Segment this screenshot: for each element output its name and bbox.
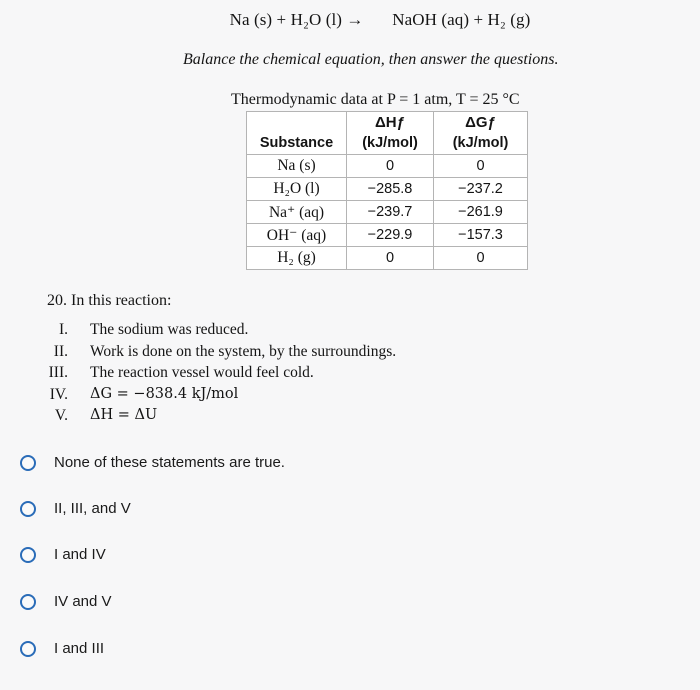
chemical-equation xyxy=(0,10,700,30)
radio-button[interactable] xyxy=(20,455,36,471)
statement-numeral: III. xyxy=(48,364,68,381)
statement-item xyxy=(40,384,396,406)
table-header-row xyxy=(247,132,528,155)
answer-option-label[interactable]: II, III, and V xyxy=(54,500,131,517)
table-header-row xyxy=(247,112,528,133)
cell-dg: −157.3 xyxy=(434,224,528,247)
table-row xyxy=(247,155,528,178)
statement-item xyxy=(40,362,396,384)
equation-products: NaOH (aq) + H₂ (g) xyxy=(392,10,531,29)
cell-dg: 0 xyxy=(434,155,528,178)
header-blank xyxy=(247,112,347,133)
table-title: Thermodynamic data at P = 1 atm, T = 25 °C xyxy=(231,91,520,108)
header-substance: Substance xyxy=(247,132,347,155)
statement-numeral: I. xyxy=(58,321,68,338)
header-dg-symbol: ΔGƒ xyxy=(434,112,528,133)
cell-dh: −285.8 xyxy=(347,178,434,201)
cell-dg: −261.9 xyxy=(434,201,528,224)
answer-option[interactable] xyxy=(20,593,112,610)
answer-option[interactable] xyxy=(20,546,106,563)
answer-option-label[interactable]: I and III xyxy=(54,640,105,657)
cell-dh: −229.9 xyxy=(347,224,434,247)
statement-text: Work is done on the system, by the surroundings. xyxy=(90,342,397,360)
answer-option[interactable] xyxy=(20,500,131,517)
radio-button[interactable] xyxy=(20,547,36,563)
table-row xyxy=(247,224,528,247)
answer-option[interactable] xyxy=(20,640,104,657)
header-dh-unit: (kJ/mol) xyxy=(347,132,434,155)
answer-option[interactable] xyxy=(20,454,285,471)
answer-option-label[interactable]: IV and V xyxy=(54,593,112,610)
radio-button[interactable] xyxy=(20,594,36,610)
cell-dh: −239.7 xyxy=(347,201,434,224)
cell-dg: 0 xyxy=(434,247,528,270)
answer-option-label[interactable]: None of these statements are true. xyxy=(54,454,285,471)
statement-text: The reaction vessel would feel cold. xyxy=(90,364,314,381)
statement-numeral: V. xyxy=(54,407,68,424)
statement-text: ΔH = ΔU xyxy=(90,407,158,423)
table-row xyxy=(247,178,528,201)
header-dg-unit: (kJ/mol) xyxy=(434,132,528,155)
statement-numeral: IV. xyxy=(49,385,68,403)
instruction-text: Balance the chemical equation, then answer the questions. xyxy=(183,51,559,68)
statement-list xyxy=(40,319,396,427)
statement-item xyxy=(40,319,396,341)
cell-substance: Na⁺ (aq) xyxy=(247,201,347,224)
cell-substance: OH⁻ (aq) xyxy=(247,224,347,247)
cell-dh: 0 xyxy=(347,247,434,270)
question-text: 20. In this reaction: xyxy=(47,292,172,309)
statement-text: ΔG = −838.4 kJ/mol xyxy=(90,385,239,402)
answer-option-label[interactable]: I and IV xyxy=(54,546,106,563)
radio-button[interactable] xyxy=(20,501,36,517)
cell-dg: −237.2 xyxy=(434,178,528,201)
statement-item xyxy=(40,341,396,363)
cell-substance: Na (s) xyxy=(247,155,347,178)
equation-reactants: Na (s) + H₂O (l) → xyxy=(229,10,364,29)
table-row xyxy=(247,247,528,270)
statement-item xyxy=(40,405,396,427)
cell-substance: H₂ (g) xyxy=(247,247,347,270)
statement-text: The sodium was reduced. xyxy=(90,321,249,338)
thermodynamic-data-table xyxy=(246,111,528,270)
cell-dh: 0 xyxy=(347,155,434,178)
radio-button[interactable] xyxy=(20,641,36,657)
cell-substance: H₂O (l) xyxy=(247,178,347,201)
header-dh-symbol: ΔHƒ xyxy=(347,112,434,133)
table-row xyxy=(247,201,528,224)
statement-numeral: II. xyxy=(53,342,68,360)
